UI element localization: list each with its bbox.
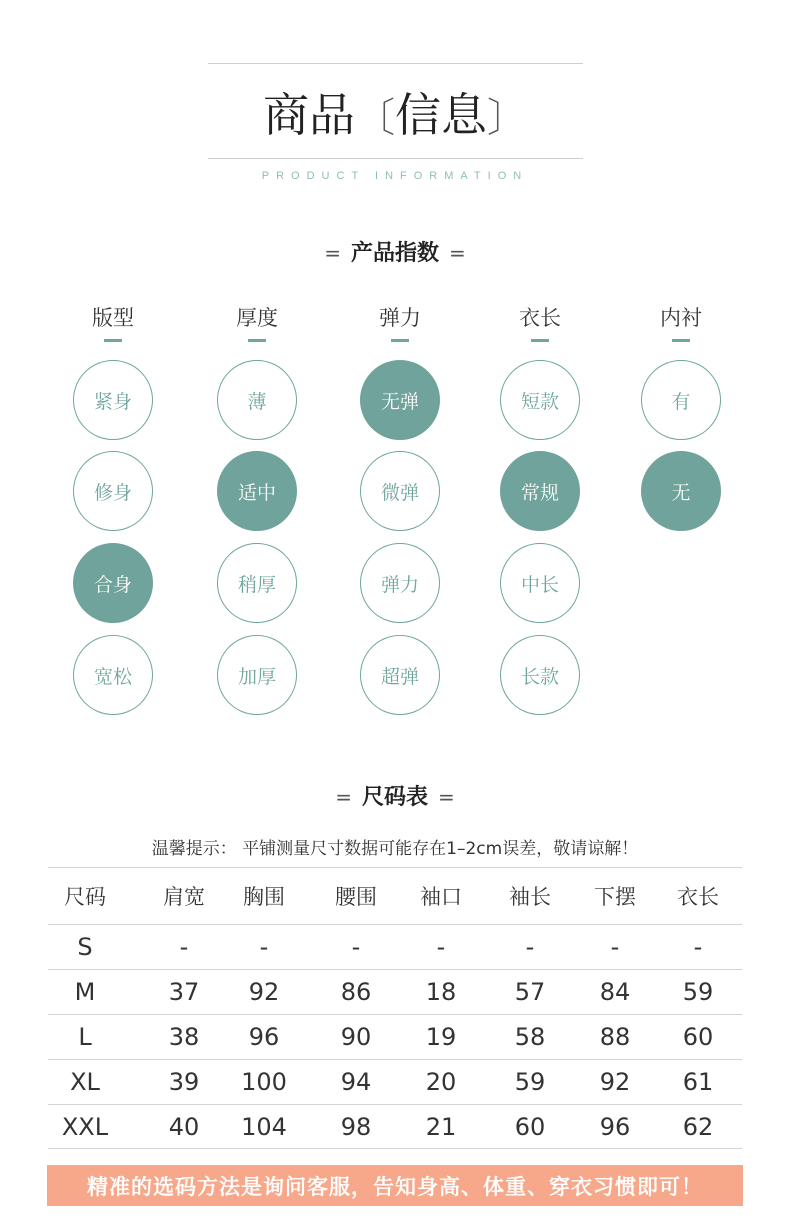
index-column-heading: 厚度	[236, 306, 278, 330]
size-table	[48, 867, 742, 1149]
table-header-cell: 下摆	[594, 885, 636, 909]
table-cell: 62	[682, 1112, 714, 1141]
table-row	[48, 1059, 742, 1104]
table-cell: 104	[241, 1112, 287, 1141]
table-cell: -	[436, 933, 446, 961]
eq-right-icon: =	[449, 241, 466, 265]
table-cell: 39	[168, 1068, 200, 1096]
index-column	[490, 300, 590, 342]
index-option-selected: 适中	[217, 451, 297, 531]
table-cell: 96	[248, 1023, 280, 1051]
title-bracket-right: 〕	[487, 95, 527, 141]
eq-left-icon: =	[335, 785, 352, 809]
index-option: 薄	[217, 360, 297, 440]
index-option-selected: 常规	[500, 451, 580, 531]
table-cell: 58	[514, 1023, 546, 1051]
index-option: 长款	[500, 635, 580, 715]
table-cell: 84	[599, 978, 631, 1006]
index-option: 紧身	[73, 360, 153, 440]
heading-underline	[248, 339, 266, 342]
table-cell: 59	[682, 978, 714, 1006]
index-column-heading: 弹力	[379, 306, 421, 330]
table-cell: 38	[168, 1023, 200, 1051]
table-cell: S	[77, 933, 93, 961]
table-header-cell: 袖长	[509, 885, 551, 909]
eq-left-icon: =	[324, 241, 341, 265]
table-cell: 57	[514, 978, 546, 1006]
index-section-title	[0, 236, 790, 267]
table-header-row	[48, 867, 742, 924]
table-header-cell: 腰围	[335, 885, 377, 909]
index-option: 弹力	[360, 543, 440, 623]
table-cell: 40	[168, 1112, 200, 1141]
index-option: 加厚	[217, 635, 297, 715]
table-cell: 20	[425, 1068, 457, 1096]
title-bracket-left: 〔	[355, 95, 395, 141]
table-cell: 86	[340, 978, 372, 1006]
index-column-heading: 内衬	[660, 306, 702, 330]
table-cell: -	[259, 933, 269, 961]
table-cell: 98	[340, 1112, 372, 1141]
heading-underline	[531, 339, 549, 342]
index-option: 宽松	[73, 635, 153, 715]
table-row	[48, 1104, 742, 1149]
table-cell: 60	[682, 1023, 714, 1051]
table-cell: 90	[340, 1023, 372, 1051]
index-option-selected: 合身	[73, 543, 153, 623]
index-column	[631, 300, 731, 342]
index-column	[63, 300, 163, 342]
size-section-title	[0, 780, 790, 811]
title-accent: 信息	[395, 88, 487, 142]
heading-underline	[391, 339, 409, 342]
table-cell: XL	[70, 1068, 100, 1096]
index-option: 有	[641, 360, 721, 440]
index-option: 超弹	[360, 635, 440, 715]
table-cell: L	[78, 1023, 92, 1051]
table-cell: -	[351, 933, 361, 961]
table-cell: 88	[599, 1023, 631, 1051]
table-cell: 19	[425, 1023, 457, 1051]
size-title-text: 尺码表	[361, 785, 428, 810]
table-row	[48, 924, 742, 969]
advice-banner: 精准的选码方法是询问客服，告知身高、体重、穿衣习惯即可！	[47, 1165, 743, 1206]
heading-underline	[104, 339, 122, 342]
table-header-cell: 肩宽	[163, 885, 205, 909]
table-cell: 92	[248, 978, 280, 1006]
table-header-cell: 袖口	[420, 885, 462, 909]
table-cell: -	[525, 933, 535, 961]
measurement-note: 温馨提示： 平铺测量尺寸数据可能存在1–2cm误差，敬请谅解！	[151, 839, 639, 859]
table-cell: M	[74, 978, 96, 1006]
index-option-selected: 无弹	[360, 360, 440, 440]
index-option: 微弹	[360, 451, 440, 531]
table-cell: 92	[599, 1068, 631, 1096]
index-column	[350, 300, 450, 342]
table-cell: 94	[340, 1068, 372, 1096]
eq-right-icon: =	[438, 785, 455, 809]
table-cell: 61	[682, 1068, 714, 1096]
table-cell: 21	[425, 1112, 457, 1141]
index-option: 中长	[500, 543, 580, 623]
table-cell: 59	[514, 1068, 546, 1096]
index-column	[207, 300, 307, 342]
page-title	[0, 80, 790, 150]
index-title-text: 产品指数	[350, 241, 439, 266]
index-option: 稍厚	[217, 543, 297, 623]
table-cell: 18	[425, 978, 457, 1006]
table-cell: -	[693, 933, 703, 961]
index-option-selected: 无	[641, 451, 721, 531]
index-column-heading: 版型	[92, 306, 134, 330]
header-top-rule	[208, 63, 583, 64]
index-option: 修身	[73, 451, 153, 531]
table-cell: -	[179, 933, 189, 961]
heading-underline	[672, 339, 690, 342]
table-row	[48, 1014, 742, 1059]
table-header-cell: 胸围	[243, 885, 285, 909]
table-cell: -	[610, 933, 620, 961]
table-header-cell: 尺码	[64, 885, 106, 909]
table-row	[48, 969, 742, 1014]
header-bottom-rule	[208, 158, 583, 159]
table-cell: 60	[514, 1112, 546, 1141]
table-header-cell: 衣长	[677, 885, 719, 909]
table-cell: 100	[241, 1068, 287, 1096]
table-cell: XXL	[61, 1112, 109, 1141]
title-main: 商品	[263, 88, 355, 142]
index-option: 短款	[500, 360, 580, 440]
page-subtitle: PRODUCT INFORMATION	[261, 170, 529, 182]
index-column-heading: 衣长	[519, 306, 561, 330]
table-cell: 37	[168, 978, 200, 1006]
table-cell: 96	[599, 1112, 631, 1141]
